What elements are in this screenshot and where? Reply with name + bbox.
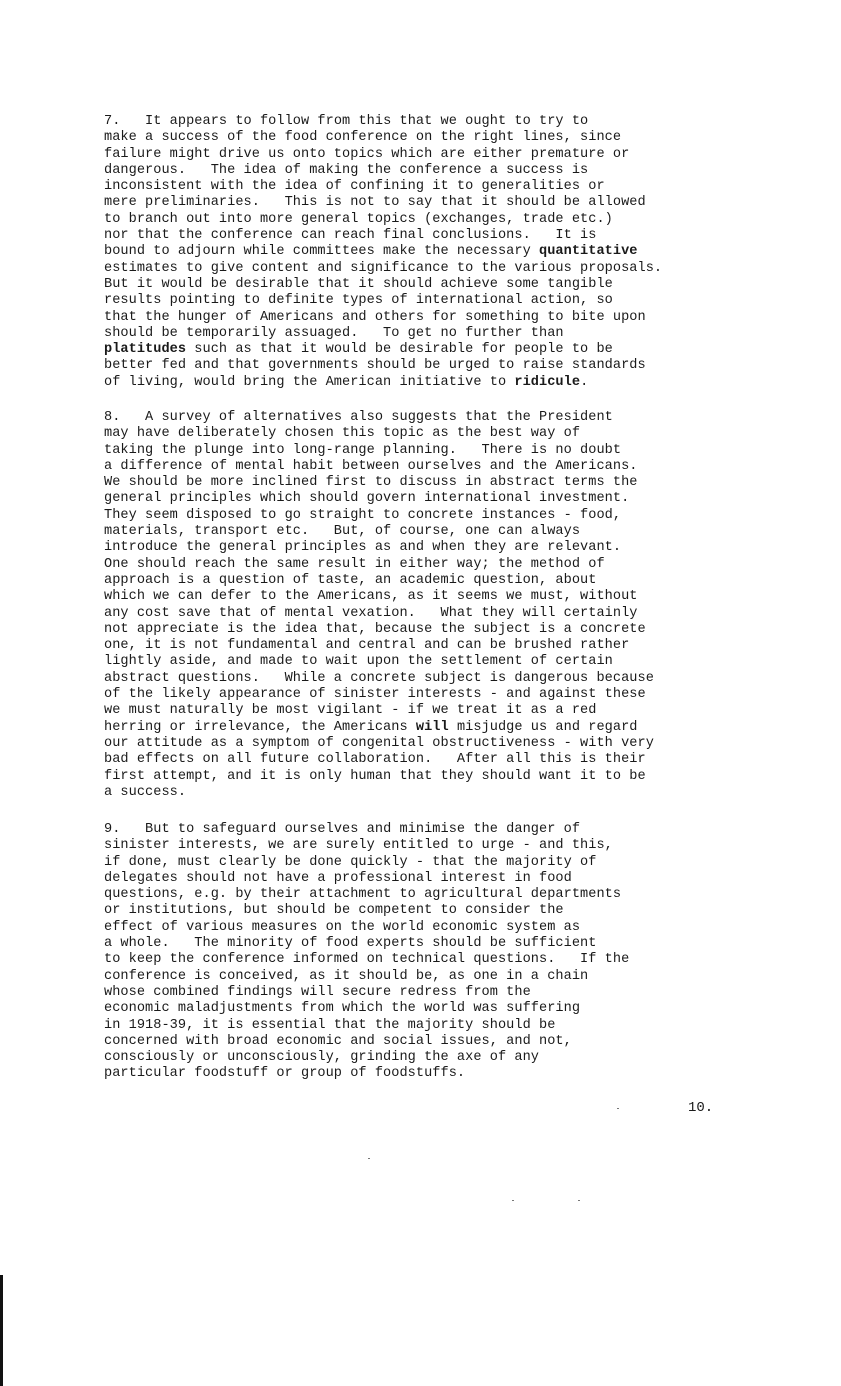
paragraph-8-text: A survey of alternatives also suggests that the President may have deliberately chosen this topic as the best way of taking the plunge into long-range planning. There is no doubt a difference of mental habit between ourselves and the Americans. We should be more inclined first to discuss in abstract terms the general principles which should govern international investment. They seem disposed to go straight to concrete instances - food, materials, transport etc. But, of course, one can always introduce the general principles as and when they are relevant. One should reach the same result in either way; the method of approach is a question of taste, an academic question, about which we can defer to the Americans, as it seems we must, without any cost save that of mental vexation. What they will certainly not appreciate is the idea that, because the subject is a concrete one, it is not fundamental and central and can be brushed rather lightly aside, and made to wait upon the settlement of certain abstract questions. While a concrete subject is dangerous because of the likely appearance of sinister interests - and against these we must naturally be most vigilant - if we treat it as a red herring or irrelevance, the Americans will misjudge us and regard our attitude as a symptom of congenital obstructiveness - with very bad effects on all future collaboration. After all this is their first attempt, and it is only human that they should want it to be a success. — [104, 410, 654, 800]
paragraph-8 — [104, 410, 784, 801]
paragraph-9-number: 9. — [104, 822, 121, 837]
scan-speck — [512, 1200, 514, 1201]
paragraph-9-text: But to safeguard ourselves and minimise the danger of sinister interests, we are surely entitled to urge - and this, if done, must clearly be done quickly - that the majority of delegates should not have a professional interest in food questions, e.g. by their attachment to agricultural departments or institutions, but should be competent to consider the effect of various measures on the world economic system as a whole. The minority of food experts should be sufficient to keep the conference informed on technical questions. If the conference is conceived, as it should be, as one in a chain whose combined findings will secure redress from the economic maladjustments from which the world was suffering in 1918-39, it is essential that the majority should be concerned with broad economic and social issues, and not, consciously or unconsciously, grinding the axe of any particular foodstuff or group of foodstuffs. — [104, 822, 630, 1082]
paragraph-9 — [104, 822, 784, 1083]
scan-speck — [617, 1108, 619, 1109]
scan-edge-mark — [0, 1275, 3, 1386]
paragraph-7-text: It appears to follow from this that we ought to try to make a success of the food conference on the right lines, since failure might drive us onto topics which are either premature or dangerous. The idea of making the conference a success is inconsistent with the idea of confining it to generalities or mere preliminaries. This is not to say that it should be allowed to branch out into more general topics (exchanges, trade etc.) nor that the conference can reach final conclusions. It is bound to adjourn while committees make the necessary quantitative estimates to give content and significance to the various proposals. But it would be desirable that it should achieve some tangible results pointing to definite types of international action, so that the hunger of Americans and others for something to bite upon should be temporarily assuaged. To get no further than platitudes such as that it would be desirable for people to be better fed and that governments should be urged to raise standards of living, would bring the American initiative to ridicule. — [104, 114, 663, 390]
paragraph-7 — [104, 114, 784, 391]
page-number: 10. — [688, 1100, 714, 1116]
paragraph-7-number: 7. — [104, 114, 121, 129]
paragraph-8-number: 8. — [104, 410, 121, 425]
scan-speck — [368, 1158, 370, 1159]
scan-speck — [578, 1200, 580, 1201]
